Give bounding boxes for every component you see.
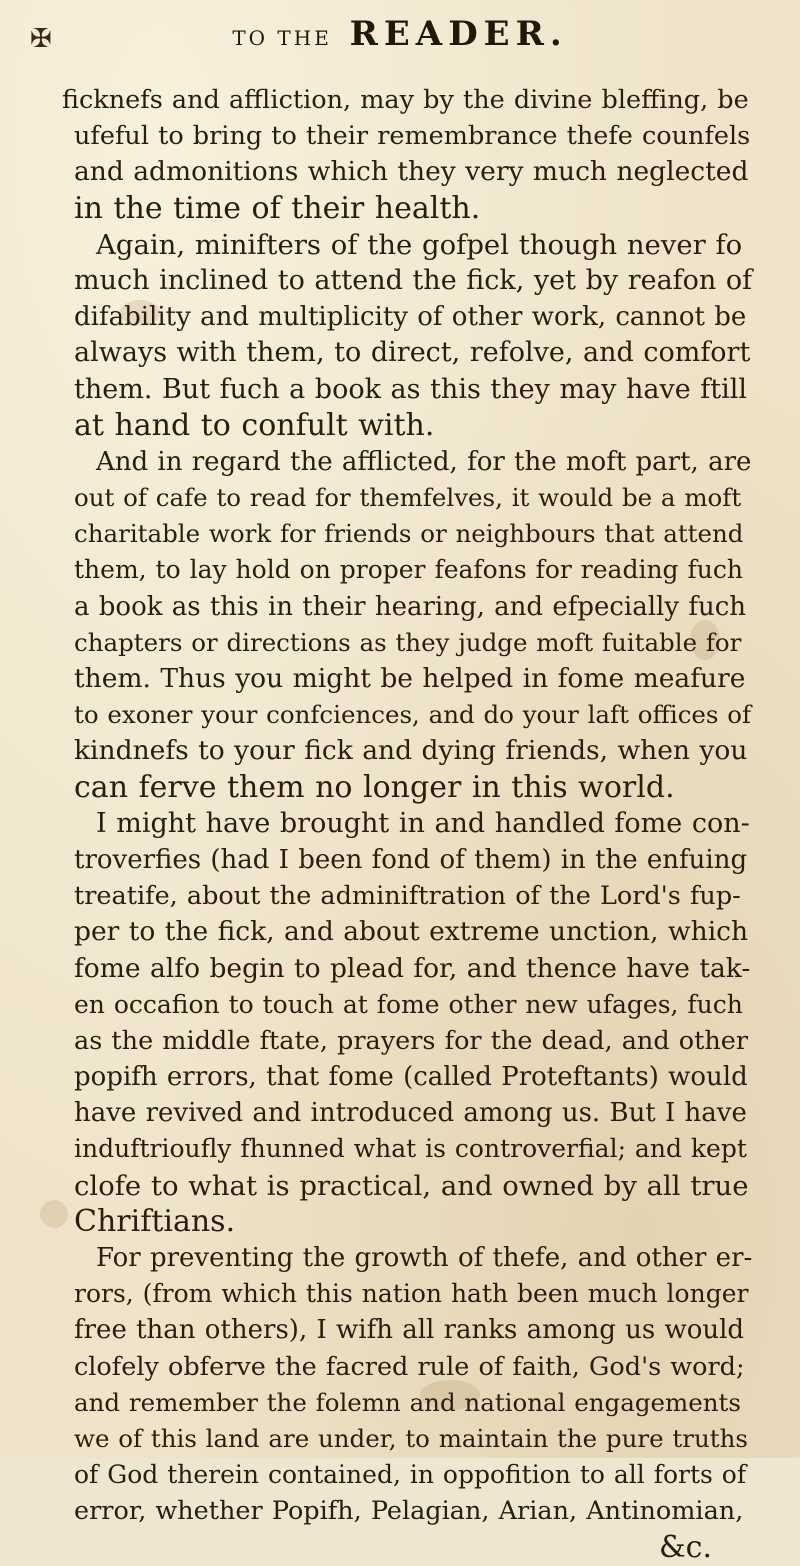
text-line: Chriftians. bbox=[74, 1203, 236, 1239]
text-line: to exoner your confciences, and do your laft offices of bbox=[74, 700, 752, 730]
text-line: rors, (from which this nation hath been much longer bbox=[74, 1279, 749, 1309]
text-line: ufeful to bring to their remembrance thefe counfels bbox=[74, 121, 751, 152]
text-line: en occafion to touch at fome other new ufages, fuch bbox=[74, 989, 743, 1019]
text-line: as the middle ftate, prayers for the dead, and other bbox=[74, 1025, 749, 1056]
text-line: clofely obferve the facred rule of faith, God's word; bbox=[74, 1351, 745, 1382]
text-line: And in regard the afflicted, for the moft part, are bbox=[96, 446, 752, 477]
ornament-icon: ✠ bbox=[30, 24, 52, 54]
text-line: per to the fick, and about extreme unction, which bbox=[74, 916, 749, 948]
text-line: we of this land are under, to maintain the pure truths bbox=[74, 1423, 748, 1453]
text-line: kindnefs to your fick and dying friends, when you bbox=[74, 735, 748, 767]
text-line: Again, minifters of the gofpel though never fo bbox=[96, 228, 743, 261]
text-line: out of cafe to read for themfelves, it would be a moft bbox=[74, 483, 742, 513]
catchword: &c. bbox=[658, 1529, 712, 1565]
text-line: error, whether Popifh, Pelagian, Arian, Antinomian, bbox=[74, 1496, 744, 1527]
running-header bbox=[0, 14, 800, 74]
text-line: I might have brought in and handled fome con- bbox=[96, 807, 750, 839]
text-line: ficknefs and affliction, may by the divine bleffing, be bbox=[62, 85, 749, 115]
text-line: treatife, about the adminiftration of the Lord's fup- bbox=[74, 881, 741, 912]
text-line: in the time of their health. bbox=[74, 190, 481, 226]
text-line: troverfies (had I been fond of them) in the enfuing bbox=[74, 844, 748, 875]
text-line: much inclined to attend the fick, yet by reafon of bbox=[74, 264, 753, 296]
text-line: For preventing the growth of thefe, and other er- bbox=[96, 1243, 753, 1273]
text-line: have revived and introduced among us. But I have bbox=[74, 1098, 747, 1129]
text-line: and admonitions which they very much neglected bbox=[74, 156, 749, 188]
text-line: always with them, to direct, refolve, and comfort bbox=[74, 337, 751, 369]
body-text bbox=[62, 82, 752, 1566]
text-line: at hand to confult with. bbox=[74, 407, 435, 443]
text-line: them, to lay hold on proper feafons for reading fuch bbox=[74, 555, 743, 585]
header-prefix: TO THE bbox=[232, 26, 332, 50]
text-line: of God therein contained, in oppofition to all forts of bbox=[74, 1460, 747, 1490]
text-line: popifh errors, that fome (called Proteftants) would bbox=[74, 1062, 748, 1093]
text-line: a book as this in their hearing, and efpecially fuch bbox=[74, 591, 746, 622]
text-line: and remember the folemn and national engagements bbox=[74, 1387, 741, 1417]
text-line: difability and multiplicity of other work, cannot be bbox=[74, 302, 747, 333]
text-line: can ferve them no longer in this world. bbox=[74, 769, 675, 805]
text-line: induftrioufly fhunned what is controverfial; and kept bbox=[74, 1134, 747, 1164]
text-line: charitable work for friends or neighbours that attend bbox=[74, 519, 744, 549]
text-line: clofe to what is practical, and owned by all true bbox=[74, 1169, 749, 1202]
text-line: them. Thus you might be helped in fome meafure bbox=[74, 663, 746, 694]
text-line: them. But fuch a book as this they may have ftill bbox=[74, 373, 748, 405]
text-line: chapters or directions as they judge moft fuitable for bbox=[74, 627, 742, 657]
text-line: fome alfo begin to plead for, and thence have tak- bbox=[74, 952, 751, 984]
text-line: free than others), I wifh all ranks among us would bbox=[74, 1315, 745, 1346]
header-title: READER. bbox=[349, 14, 568, 54]
